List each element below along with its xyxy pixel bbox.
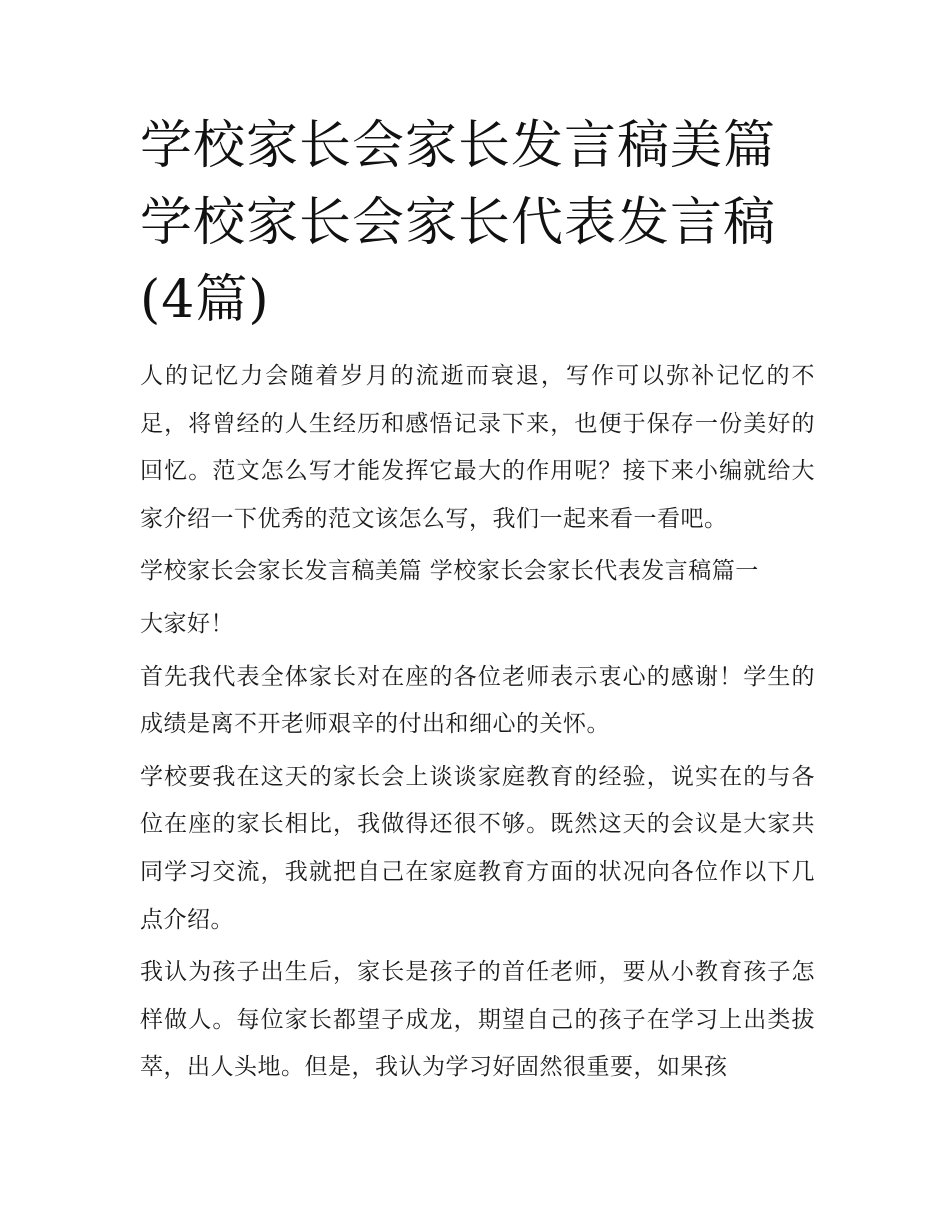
body-paragraph: 学校要我在这天的家长会上谈谈家庭教育的经验，说实在的与各位在座的家长相比，我做得还很不够。既然这天的会议是大家共同学习交流，我就把自己在家庭教育方面的状况向各位作以下几点介绍。 (140, 763, 815, 933)
greeting-paragraph: 大家好！ (140, 610, 234, 637)
intro-paragraph: 人的记忆力会随着岁月的流逝而衰退，写作可以弥补记忆的不足，将曾经的人生经历和感悟记录下来，也便于保存一份美好的回忆。范文怎么写才能发挥它最大的作用呢？接下来小编就给大家介绍一下优秀的范文该怎么写，我们一起来看一看吧。 (140, 363, 815, 532)
document-title: 学校家长会家长发言稿美篇 学校家长会家长代表发言稿(4篇) (140, 116, 777, 330)
body-paragraph: 我认为孩子出生后，家长是孩子的首任老师，要从小教育孩子怎样做人。每位家长都望子成龙，期望自己的孩子在学习上出类拔萃，出人头地。但是，我认为学习好固然很重要，如果孩 (140, 959, 815, 1081)
document-page (140, 108, 815, 1097)
body-paragraph: 首先我代表全体家长对在座的各位老师表示衷心的感谢！学生的成绩是离不开老师艰辛的付出和细心的关怀。 (140, 663, 815, 738)
section-heading: 学校家长会家长发言稿美篇 学校家长会家长代表发言稿篇一 (140, 558, 759, 585)
